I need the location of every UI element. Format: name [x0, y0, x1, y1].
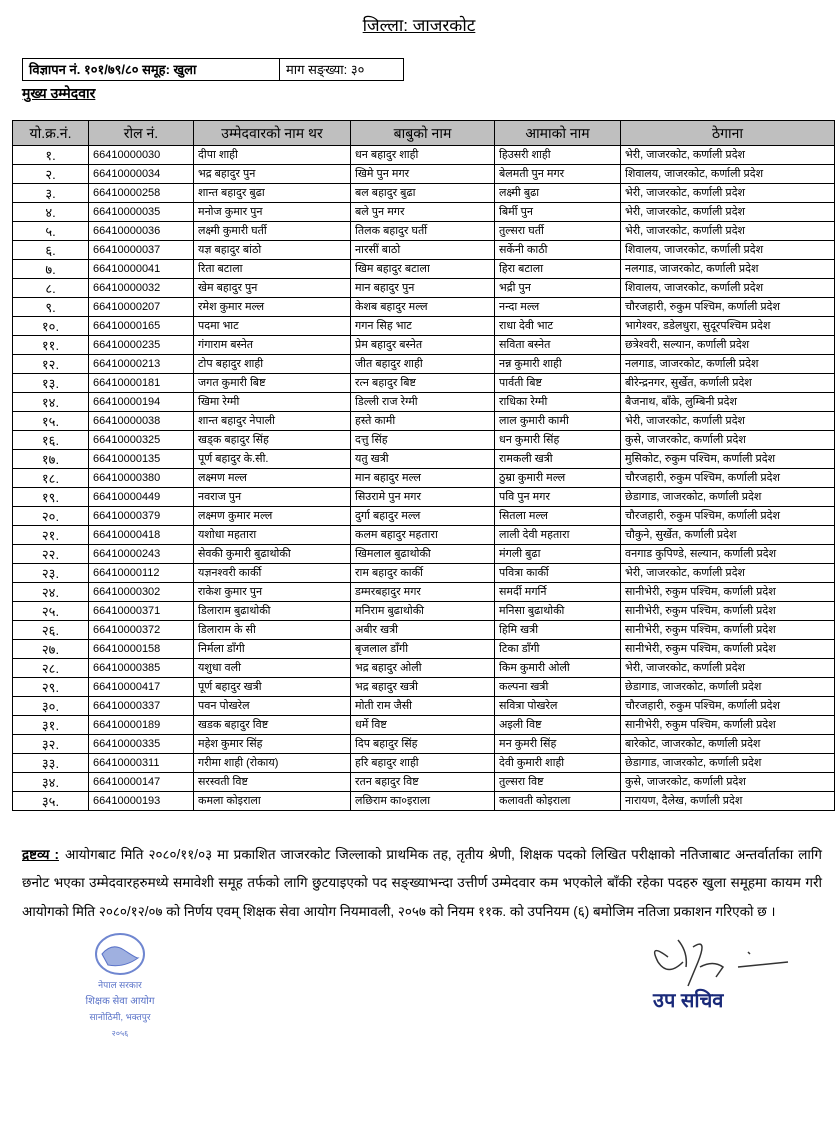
serial-number: २०.: [13, 507, 89, 526]
table-row: [13, 678, 835, 697]
candidate-name: यज्ञ बहादुर बांठो: [194, 241, 351, 260]
father-name: नारसीं बाठो: [351, 241, 495, 260]
candidate-name: राकेश कुमार पुन: [194, 583, 351, 602]
father-name: रतन बहादुर विष्ट: [351, 773, 495, 792]
serial-number: २.: [13, 165, 89, 184]
roll-number: 66410000189: [89, 716, 194, 735]
serial-number: ४.: [13, 203, 89, 222]
mother-name: ठुम्रा कुमारी मल्ल: [495, 469, 621, 488]
candidate-name: लक्ष्मी कुमारी घर्ती: [194, 222, 351, 241]
svg-text:शिक्षक सेवा आयोग: शिक्षक सेवा आयोग: [85, 996, 155, 1008]
column-header: यो.क्र.नं.: [13, 121, 89, 146]
mother-name: तुल्सरा घर्ती: [495, 222, 621, 241]
serial-number: १.: [13, 146, 89, 165]
mother-name: हिउसरी शाही: [495, 146, 621, 165]
roll-number: 66410000235: [89, 336, 194, 355]
address: बीरेन्द्रनगर, सुर्खेत, कर्णाली प्रदेश: [621, 374, 835, 393]
roll-number: 66410000379: [89, 507, 194, 526]
address: चौरजहारी, रुकुम पश्चिम, कर्णाली प्रदेश: [621, 697, 835, 716]
serial-number: २१.: [13, 526, 89, 545]
address: भेरी, जाजरकोट, कर्णाली प्रदेश: [621, 146, 835, 165]
address: भेरी, जाजरकोट, कर्णाली प्रदेश: [621, 184, 835, 203]
father-name: दत्तु सिंह: [351, 431, 495, 450]
serial-number: १३.: [13, 374, 89, 393]
note-text: आयोगबाट मिति २०८०/११/०३ मा प्रकाशित जाजरकोट जिल्लाको प्राथमिक तह, तृतीय श्रेणी, शिक्षक पदको लिखित परीक्षाको नतिजाबाट अन्तर्वार्ताका लागि छनोट भएका उम्मेदवारहरुमध्ये समावेशी समूह तर्फको लागि छुटयाइएको पद सङ्ख्याभन्दा उत्तीर्ण उम्मेदवार कम भएकोले बाँकी रहेका पदहरु खुला समूहमा कायम गरी आयोगको मिति २०८०/१२/०७ को निर्णय एवम् शिक्षक सेवा आयोग नियमावली, २०५७ को नियम ११क. को उपनियम (६) बमोजिम नतिजा प्रकाशन गरिएको छ ।: [22, 847, 823, 919]
table-row: [13, 659, 835, 678]
candidate-name: यज्ञनश्वरी कार्की: [194, 564, 351, 583]
address: शिवालय, जाजरकोट, कर्णाली प्रदेश: [621, 241, 835, 260]
mother-name: नन्दा मल्ल: [495, 298, 621, 317]
mother-name: किम कुमारी ओली: [495, 659, 621, 678]
serial-number: ८.: [13, 279, 89, 298]
serial-number: १६.: [13, 431, 89, 450]
father-name: अबीर खत्री: [351, 621, 495, 640]
father-name: डिल्ली राज रेग्मी: [351, 393, 495, 412]
table-row: [13, 716, 835, 735]
candidate-name: मनोज कुमार पुन: [194, 203, 351, 222]
mother-name: भद्री पुन: [495, 279, 621, 298]
father-name: दिप बहादुर सिंह: [351, 735, 495, 754]
serial-number: १५.: [13, 412, 89, 431]
mother-name: पवित्रा कार्की: [495, 564, 621, 583]
mother-name: मनिसा बुढाथोकी: [495, 602, 621, 621]
roll-number: 66410000371: [89, 602, 194, 621]
address: सानीभेरी, रुकुम पश्चिम, कर्णाली प्रदेश: [621, 716, 835, 735]
address: छेडागाड, जाजरकोट, कर्णाली प्रदेश: [621, 678, 835, 697]
father-name: डम्मरबहादुर मगर: [351, 583, 495, 602]
address: सानीभेरी, रुकुम पश्चिम, कर्णाली प्रदेश: [621, 583, 835, 602]
father-name: तिलक बहादुर घर्ती: [351, 222, 495, 241]
table-row: [13, 184, 835, 203]
candidate-name: कमला कोइराला: [194, 792, 351, 811]
address: सानीभेरी, रुकुम पश्चिम, कर्णाली प्रदेश: [621, 640, 835, 659]
candidate-name: पूर्ण बहादुर के.सी.: [194, 450, 351, 469]
roll-number: 66410000449: [89, 488, 194, 507]
table-row: [13, 602, 835, 621]
table-row: [13, 146, 835, 165]
father-name: धन बहादुर शाही: [351, 146, 495, 165]
father-name: बले पुन मगर: [351, 203, 495, 222]
table-row: [13, 621, 835, 640]
candidate-name: जगत कुमारी बिष्ट: [194, 374, 351, 393]
svg-text:सानोठिमी, भक्तपुर: सानोठिमी, भक्तपुर: [89, 1012, 151, 1023]
roll-number: 66410000135: [89, 450, 194, 469]
serial-number: १९.: [13, 488, 89, 507]
father-name: खिम बहादुर बटाला: [351, 260, 495, 279]
roll-number: 66410000243: [89, 545, 194, 564]
address: छेडागाड, जाजरकोट, कर्णाली प्रदेश: [621, 754, 835, 773]
footer: [0, 932, 838, 1042]
mother-name: बिर्मी पुन: [495, 203, 621, 222]
table-row: [13, 393, 835, 412]
father-name: मान बहादुर पुन: [351, 279, 495, 298]
mother-name: लाल कुमारी कामी: [495, 412, 621, 431]
candidate-name: यशुधा वली: [194, 659, 351, 678]
address: चौकुने, सुर्खेत, कर्णाली प्रदेश: [621, 526, 835, 545]
father-name: राम बहादुर कार्की: [351, 564, 495, 583]
table-row: [13, 469, 835, 488]
roll-number: 66410000335: [89, 735, 194, 754]
table-row: [13, 336, 835, 355]
note-label: द्रष्टव्य :: [22, 847, 59, 862]
table-row: [13, 735, 835, 754]
serial-number: १४.: [13, 393, 89, 412]
signature-block: [638, 932, 808, 1014]
address: चौरजहारी, रुकुम पश्चिम, कर्णाली प्रदेश: [621, 469, 835, 488]
address: मुसिकोट, रुकुम पश्चिम, कर्णाली प्रदेश: [621, 450, 835, 469]
address: वनगाड कुपिण्डे, सल्यान, कर्णाली प्रदेश: [621, 545, 835, 564]
father-name: धर्मे विष्ट: [351, 716, 495, 735]
column-header: आमाको नाम: [495, 121, 621, 146]
serial-number: ३०.: [13, 697, 89, 716]
serial-number: २२.: [13, 545, 89, 564]
father-name: गगन सिह भाट: [351, 317, 495, 336]
candidate-name: खडक बहादुर विष्ट: [194, 716, 351, 735]
father-name: भद्र बहादुर खत्री: [351, 678, 495, 697]
table-row: [13, 298, 835, 317]
candidate-name: पदमा भाट: [194, 317, 351, 336]
father-name: हरि बहादुर शाही: [351, 754, 495, 773]
roll-number: 66410000372: [89, 621, 194, 640]
roll-number: 66410000417: [89, 678, 194, 697]
address: सानीभेरी, रुकुम पश्चिम, कर्णाली प्रदेश: [621, 602, 835, 621]
address: कुसे, जाजरकोट, कर्णाली प्रदेश: [621, 773, 835, 792]
advertisement-number: विज्ञापन नं. १०१/७९/८० समूह: खुला: [23, 59, 280, 80]
table-row: [13, 374, 835, 393]
roll-number: 66410000213: [89, 355, 194, 374]
table-row: [13, 507, 835, 526]
mother-name: नन्न कुमारी शाही: [495, 355, 621, 374]
roll-number: 66410000418: [89, 526, 194, 545]
address: भेरी, जाजरकोट, कर्णाली प्रदेश: [621, 564, 835, 583]
address: नलगाड, जाजरकोट, कर्णाली प्रदेश: [621, 355, 835, 374]
candidate-name: सरस्वती विष्ट: [194, 773, 351, 792]
table-row: [13, 412, 835, 431]
roll-number: 66410000207: [89, 298, 194, 317]
serial-number: २९.: [13, 678, 89, 697]
mother-name: सवित्रा पोखरेल: [495, 697, 621, 716]
candidate-name: लक्ष्मण कुमार मल्ल: [194, 507, 351, 526]
mother-name: टिका डाँगी: [495, 640, 621, 659]
advertisement-box: [22, 58, 404, 81]
table-row: [13, 773, 835, 792]
serial-number: ३१.: [13, 716, 89, 735]
candidate-name: खड्क बहादुर सिंह: [194, 431, 351, 450]
address: भेरी, जाजरकोट, कर्णाली प्रदेश: [621, 412, 835, 431]
candidate-name: महेश कुमार सिंह: [194, 735, 351, 754]
roll-number: 66410000038: [89, 412, 194, 431]
serial-number: ९.: [13, 298, 89, 317]
table-row: [13, 431, 835, 450]
table-row: [13, 545, 835, 564]
roll-number: 66410000325: [89, 431, 194, 450]
serial-number: ५.: [13, 222, 89, 241]
address: नारायण, दैलेख, कर्णाली प्रदेश: [621, 792, 835, 811]
demand-count: माग सङ्ख्या: ३०: [286, 61, 365, 77]
father-name: खिमे पुन मगर: [351, 165, 495, 184]
address: चौरजहारी, रुकुम पश्चिम, कर्णाली प्रदेश: [621, 298, 835, 317]
address: भेरी, जाजरकोट, कर्णाली प्रदेश: [621, 659, 835, 678]
roll-number: 66410000158: [89, 640, 194, 659]
table-row: [13, 583, 835, 602]
candidate-name: गंगाराम बस्नेत: [194, 336, 351, 355]
father-name: यतु खत्री: [351, 450, 495, 469]
mother-name: समर्दी मगर्नि: [495, 583, 621, 602]
father-name: रत्न बहादुर बिष्ट: [351, 374, 495, 393]
father-name: बृजलाल डाँगी: [351, 640, 495, 659]
table-row: [13, 165, 835, 184]
father-name: लछिराम का०इराला: [351, 792, 495, 811]
address: बैजनाथ, बाँके, लुम्बिनी प्रदेश: [621, 393, 835, 412]
table-row: [13, 222, 835, 241]
note-paragraph: [22, 841, 822, 926]
candidate-name: टोप बहादुर शाही: [194, 355, 351, 374]
column-header: उम्मेदवारको नाम थर: [194, 121, 351, 146]
roll-number: 66410000380: [89, 469, 194, 488]
column-header: बाबुको नाम: [351, 121, 495, 146]
table-row: [13, 754, 835, 773]
candidate-name: खिमा रेग्मी: [194, 393, 351, 412]
mother-name: कल्पना खत्री: [495, 678, 621, 697]
table-row: [13, 450, 835, 469]
serial-number: २५.: [13, 602, 89, 621]
roll-number: 66410000181: [89, 374, 194, 393]
page-title: जिल्ला: जाजरकोट: [362, 16, 476, 35]
candidate-name: गरीमा शाही (रोकाय): [194, 754, 351, 773]
roll-number: 66410000034: [89, 165, 194, 184]
table-row: [13, 640, 835, 659]
svg-text:२०५६: २०५६: [111, 1029, 129, 1039]
mother-name: अइली विष्ट: [495, 716, 621, 735]
serial-number: ११.: [13, 336, 89, 355]
roll-number: 66410000041: [89, 260, 194, 279]
candidates-table: [12, 120, 835, 811]
address: छत्रेश्वरी, सल्यान, कर्णाली प्रदेश: [621, 336, 835, 355]
candidate-name: खेम बहादुर पुन: [194, 279, 351, 298]
father-name: भद्र बहादुर ओली: [351, 659, 495, 678]
office-seal: [60, 932, 180, 1042]
roll-number: 66410000032: [89, 279, 194, 298]
father-name: प्रेम बहादुर बस्नेत: [351, 336, 495, 355]
candidate-name: सेवकी कुमारी बुढाथोकी: [194, 545, 351, 564]
mother-name: रामकली खत्री: [495, 450, 621, 469]
serial-number: ३५.: [13, 792, 89, 811]
table-row: [13, 241, 835, 260]
serial-number: १७.: [13, 450, 89, 469]
table-row: [13, 260, 835, 279]
father-name: मान बहादुर मल्ल: [351, 469, 495, 488]
mother-name: राधा देवी भाट: [495, 317, 621, 336]
mother-name: पार्वती बिष्ट: [495, 374, 621, 393]
father-name: बल बहादुर बुढा: [351, 184, 495, 203]
table-row: [13, 697, 835, 716]
roll-number: 66410000385: [89, 659, 194, 678]
roll-number: 66410000035: [89, 203, 194, 222]
column-header: ठेगाना: [621, 121, 835, 146]
candidate-name: रमेश कुमार मल्ल: [194, 298, 351, 317]
table-header-row: [13, 121, 835, 146]
candidate-name: पवन पोखरेल: [194, 697, 351, 716]
mother-name: राधिका रेग्मी: [495, 393, 621, 412]
candidate-name: रिता बटाला: [194, 260, 351, 279]
candidate-name: शान्त बहादुर नेपाली: [194, 412, 351, 431]
mother-name: बेलमती पुन मगर: [495, 165, 621, 184]
father-name: सिउरामे पुन मगर: [351, 488, 495, 507]
address: छेडागाड, जाजरकोट, कर्णाली प्रदेश: [621, 488, 835, 507]
mother-name: कलावती कोइराला: [495, 792, 621, 811]
table-row: [13, 203, 835, 222]
roll-number: 66410000112: [89, 564, 194, 583]
serial-number: ३४.: [13, 773, 89, 792]
address: चौरजहारी, रुकुम पश्चिम, कर्णाली प्रदेश: [621, 507, 835, 526]
roll-number: 66410000311: [89, 754, 194, 773]
serial-number: ६.: [13, 241, 89, 260]
serial-number: २४.: [13, 583, 89, 602]
table-row: [13, 279, 835, 298]
father-name: जीत बहादुर शाही: [351, 355, 495, 374]
table-row: [13, 792, 835, 811]
roll-number: 66410000194: [89, 393, 194, 412]
address: कुसे, जाजरकोट, कर्णाली प्रदेश: [621, 431, 835, 450]
mother-name: देवी कुमारी शाही: [495, 754, 621, 773]
mother-name: हिरा बटाला: [495, 260, 621, 279]
roll-number: 66410000258: [89, 184, 194, 203]
father-name: दुर्गा बहादुर मल्ल: [351, 507, 495, 526]
candidate-name: डिलाराम के सी: [194, 621, 351, 640]
mother-name: पवि पुन मगर: [495, 488, 621, 507]
mother-name: सितला मल्ल: [495, 507, 621, 526]
candidate-name: शान्त बहादुर बुढा: [194, 184, 351, 203]
table-row: [13, 355, 835, 374]
mother-name: सर्केनी काठी: [495, 241, 621, 260]
serial-number: ३२.: [13, 735, 89, 754]
serial-number: २७.: [13, 640, 89, 659]
roll-number: 66410000337: [89, 697, 194, 716]
roll-number: 66410000147: [89, 773, 194, 792]
candidate-name: डिलाराम बुढाथोकी: [194, 602, 351, 621]
candidate-name: पूर्ण बहादुर खत्री: [194, 678, 351, 697]
father-name: खिमलाल बुढाथोकी: [351, 545, 495, 564]
roll-number: 66410000165: [89, 317, 194, 336]
serial-number: ३.: [13, 184, 89, 203]
serial-number: १०.: [13, 317, 89, 336]
address: शिवालय, जाजरकोट, कर्णाली प्रदेश: [621, 165, 835, 184]
roll-number: 66410000030: [89, 146, 194, 165]
table-row: [13, 317, 835, 336]
roll-number: 66410000302: [89, 583, 194, 602]
mother-name: लक्ष्मी बुढा: [495, 184, 621, 203]
roll-number: 66410000193: [89, 792, 194, 811]
candidate-name: नवराज पुन: [194, 488, 351, 507]
svg-text:नेपाल सरकार: नेपाल सरकार: [98, 980, 142, 991]
mother-name: तुल्सरा विष्ट: [495, 773, 621, 792]
candidate-name: लक्ष्मण मल्ल: [194, 469, 351, 488]
father-name: मोती राम जैसी: [351, 697, 495, 716]
father-name: मनिराम बुढाथोकी: [351, 602, 495, 621]
mother-name: मन कुमरी सिंह: [495, 735, 621, 754]
candidate-name: यशोधा महतारा: [194, 526, 351, 545]
roll-number: 66410000037: [89, 241, 194, 260]
mother-name: सविता बस्नेत: [495, 336, 621, 355]
address: बारेकोट, जाजरकोट, कर्णाली प्रदेश: [621, 735, 835, 754]
father-name: हस्ते कामी: [351, 412, 495, 431]
table-row: [13, 488, 835, 507]
candidate-name: दीपा शाही: [194, 146, 351, 165]
serial-number: २८.: [13, 659, 89, 678]
section-title: मुख्य उम्मेदवार: [22, 85, 96, 101]
serial-number: २३.: [13, 564, 89, 583]
address: शिवालय, जाजरकोट, कर्णाली प्रदेश: [621, 279, 835, 298]
address: सानीभेरी, रुकुम पश्चिम, कर्णाली प्रदेश: [621, 621, 835, 640]
mother-name: लाली देवी महतारा: [495, 526, 621, 545]
address: भेरी, जाजरकोट, कर्णाली प्रदेश: [621, 203, 835, 222]
father-name: केशब बहादुर मल्ल: [351, 298, 495, 317]
serial-number: १२.: [13, 355, 89, 374]
candidate-name: निर्मला डाँगी: [194, 640, 351, 659]
address: भागेश्वर, डडेलधुरा, सुदूरपश्चिम प्रदेश: [621, 317, 835, 336]
mother-name: धन कुमारी सिंह: [495, 431, 621, 450]
serial-number: ७.: [13, 260, 89, 279]
father-name: कलम बहादुर महतारा: [351, 526, 495, 545]
signature: [638, 932, 798, 988]
serial-number: ३३.: [13, 754, 89, 773]
signatory-title: उप सचिव: [653, 990, 724, 1013]
mother-name: हिमि खत्री: [495, 621, 621, 640]
table-row: [13, 564, 835, 583]
candidate-name: भद्र बहादुर पुन: [194, 165, 351, 184]
address: नलगाड, जाजरकोट, कर्णाली प्रदेश: [621, 260, 835, 279]
address: भेरी, जाजरकोट, कर्णाली प्रदेश: [621, 222, 835, 241]
column-header: रोल नं.: [89, 121, 194, 146]
roll-number: 66410000036: [89, 222, 194, 241]
serial-number: १८.: [13, 469, 89, 488]
mother-name: मंगली बुढा: [495, 545, 621, 564]
table-row: [13, 526, 835, 545]
serial-number: २६.: [13, 621, 89, 640]
